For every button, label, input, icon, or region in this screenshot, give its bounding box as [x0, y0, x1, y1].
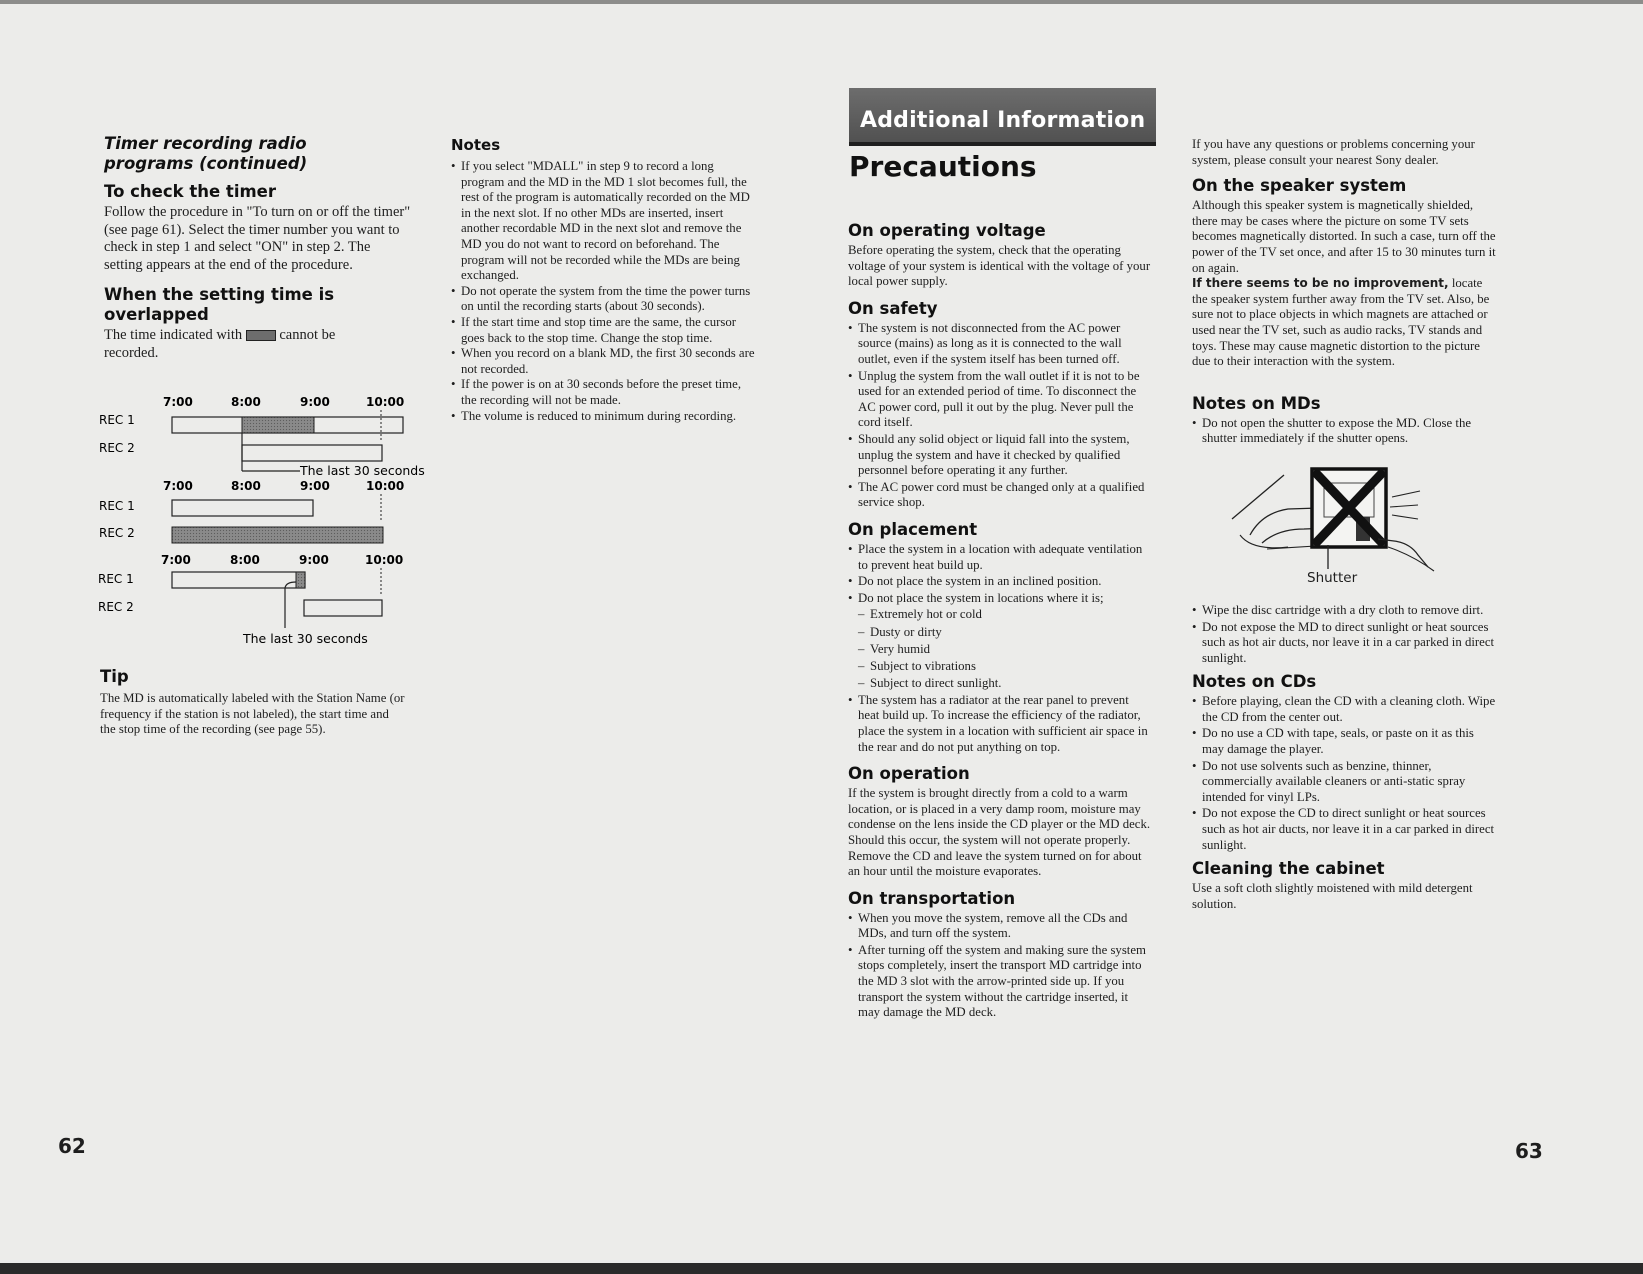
transportation-heading: On transportation [848, 888, 1016, 908]
diagram-3 [98, 553, 403, 646]
shutter-label: Shutter [1307, 569, 1358, 586]
rec2-label: REC 2 [99, 526, 135, 540]
mds-item: • Do not open the shutter to expose the MD. Close the shutter immediately if the shutter opens. [1192, 416, 1497, 447]
cabinet-body: Use a soft cloth slightly moistened with mild detergent solution. [1192, 881, 1473, 911]
overlap-swatch [246, 330, 276, 341]
last-30-region [296, 572, 305, 588]
time-label: 9:00 [300, 479, 330, 493]
cds-item: • Do no use a CD with tape, seals, or paste on it as this may damage the player. [1192, 726, 1497, 757]
bottom-edge [0, 1263, 1643, 1274]
tip-heading: Tip [100, 667, 129, 686]
note-item: • If the start time and stop time are the same, the cursor goes back to the stop time. Change the stop time. [451, 315, 757, 346]
page-title: Precautions [849, 150, 1037, 183]
overlap-heading: When the setting time is overlapped [104, 285, 335, 324]
placement-item: • Do not place the system in locations where it is; [848, 591, 1153, 607]
placement-item: • Place the system in a location with adequate ventilation to prevent heat build up. [848, 542, 1153, 573]
time-label: 8:00 [231, 479, 261, 493]
time-label: 7:00 [163, 395, 193, 409]
placement-item: • Do not place the system in an inclined position. [848, 574, 1153, 590]
placement-subitem: – Dusty or dirty [858, 624, 1153, 641]
cds-item: • Do not expose the CD to direct sunlight or heat sources such as hot air ducts, nor leave it in a car parked in direct sunlight. [1192, 806, 1497, 853]
time-label: 9:00 [299, 553, 329, 567]
note-item: • If the power is on at 30 seconds before the preset time, the recording will not be made. [451, 377, 757, 408]
mds-list [1192, 416, 1497, 447]
speaker-lead-bold: If there seems to be no improvement, [1192, 276, 1449, 291]
overlap-body-after: cannot be recorded. [104, 327, 336, 361]
check-timer-body: Follow the procedure in "To turn on or off the timer" (see page 61). Select the timer number you want to check in step 1 and select "ON" in step 2. The setting appears at the end of the procedure. [104, 204, 411, 273]
intro-text: If you have any questions or problems concerning your system, please consult your nearest Sony dealer. [1192, 137, 1475, 167]
placement-subitem: – Extremely hot or cold [858, 606, 1153, 623]
placement-item: • The system has a radiator at the rear panel to prevent heat build up. To increase the efficiency of the radiator, place the system in a location with sufficient air space in the rear and do not put anything on top. [848, 693, 1153, 755]
speaker-body: Although this speaker system is magnetically shielded, there may be cases where the picture on some TV sets becomes magnetically distorted. In such a case, turn off the power of the TV set once, and after 15 to 30 minutes turn it on again. [1192, 198, 1496, 275]
rec1-label: REC 1 [99, 499, 135, 513]
cds-list [1192, 694, 1497, 853]
speaker-body-2 [1192, 276, 1497, 370]
placement-list [848, 542, 1153, 606]
rec2-label: REC 2 [99, 441, 135, 455]
time-label: 10:00 [365, 553, 404, 567]
placement-heading: On placement [848, 519, 978, 539]
pointer-line [285, 582, 296, 588]
cds-heading: Notes on CDs [1192, 672, 1317, 692]
diagram-1 [99, 395, 425, 478]
overlap-diagram [90, 392, 430, 662]
time-label: 7:00 [163, 479, 193, 493]
cds-item: • Do not use solvents such as benzine, thinner, commercially available cleaners or anti-static spray intended for vinyl LPs. [1192, 759, 1497, 806]
transportation-list [848, 911, 1153, 1021]
placement-sublist [848, 606, 1153, 692]
last-30-annotation: The last 30 seconds [300, 463, 425, 478]
section-title: Timer recording radio programs (continued) [104, 134, 308, 173]
rec2-bar [304, 600, 382, 616]
left-notes-column [451, 135, 761, 424]
transportation-item: • When you move the system, remove all the CDs and MDs, and turn off the system. [848, 911, 1153, 942]
page-number-left: 62 [58, 1134, 86, 1158]
placement-subitem: – Subject to direct sunlight. [858, 675, 1153, 692]
last-30-annotation: The last 30 seconds [243, 631, 368, 646]
mds-list-2 [1192, 603, 1497, 666]
check-timer-heading: To check the timer [104, 182, 276, 201]
safety-item: • Unplug the system from the wall outlet if it is not to be used for an extended period of time. To disconnect the AC power cord, pull it out by the plug. Never pull the cord itself. [848, 369, 1153, 431]
time-label: 10:00 [366, 395, 405, 409]
placement-subitem: – Very humid [858, 641, 1153, 658]
cds-item: • Before playing, clean the CD with a cleaning cloth. Wipe the CD from the center out. [1192, 694, 1497, 725]
speaker-lead-rest: locate the speaker system further away from the TV set. Also, be sure not to place objects in which magnets are attached or used near the TV set, such as audio racks, TV stands and toys. These may cause magnetic distortion to the picture due to their interaction with the system. [1192, 276, 1490, 369]
md-shutter-illustration [1192, 447, 1497, 595]
right-column-1 [848, 221, 1153, 1021]
rec2-bar [242, 445, 382, 461]
left-column-1 [104, 134, 424, 362]
operation-body: If the system is brought directly from a cold to a warm location, or is placed in a very damp room, moisture may condense on the lens inside the CD player or the MD deck. Should this occur, the system will not operate properly. Remove the CD and leave the system turned on for about an hour until the moisture evaporates. [848, 786, 1151, 879]
safety-item: • The system is not disconnected from the AC power source (mains) as long as it is connected to the wall outlet, even if the system itself has been turned off. [848, 321, 1153, 368]
note-item: • The volume is reduced to minimum during recording. [451, 409, 757, 425]
operation-heading: On operation [848, 764, 970, 784]
placement-list-2 [848, 693, 1153, 755]
note-item: • Do not operate the system from the time the power turns on until the recording starts (about 30 seconds). [451, 284, 757, 315]
operating-voltage-body: Before operating the system, check that the operating voltage of your system is identical with the voltage of your local power supply. [848, 243, 1151, 289]
page-number-right: 63 [1515, 1139, 1543, 1163]
time-label: 10:00 [366, 479, 405, 493]
safety-heading: On safety [848, 298, 938, 318]
time-label: 8:00 [230, 553, 260, 567]
section-banner: Additional Information [849, 88, 1156, 146]
rec1-bar [172, 572, 305, 588]
tip-block [100, 667, 420, 738]
notes-list [451, 159, 757, 424]
rec1-label: REC 1 [98, 572, 134, 586]
mds-item: • Do not expose the MD to direct sunlight or heat sources such as hot air ducts, nor leave it in a car parked in direct sunlight. [1192, 620, 1497, 667]
safety-item: • The AC power cord must be changed only at a qualified service shop. [848, 480, 1153, 511]
mds-item: • Wipe the disc cartridge with a dry cloth to remove dirt. [1192, 603, 1497, 619]
mds-heading: Notes on MDs [1192, 393, 1321, 413]
top-edge [0, 0, 1643, 4]
rec1-label: REC 1 [99, 413, 135, 427]
rec1-bar [172, 500, 313, 516]
diagram-2 [99, 479, 404, 543]
safety-item: • Should any solid object or liquid fall into the system, unplug the system and have it checked by qualified personnel before operating it any further. [848, 432, 1153, 479]
placement-subitem: – Subject to vibrations [858, 658, 1153, 675]
speaker-heading: On the speaker system [1192, 176, 1407, 196]
right-column-2 [1192, 137, 1497, 912]
note-item: • If you select "MDALL" in step 9 to record a long program and the MD in the MD 1 slot becomes full, the rest of the program is automatically recorded on the MD in the next slot. If no other MDs are inserted, insert another recordable MD in the next slot and remove the MD you do not want to record on beforehand. The program will not be recorded while the MDs are being exchanged. [451, 159, 757, 284]
note-item: • When you record on a blank MD, the first 30 seconds are not recorded. [451, 346, 757, 377]
overlap-region [242, 417, 314, 433]
overlap-body [104, 327, 364, 362]
time-label: 7:00 [161, 553, 191, 567]
rec2-bar-overlapped [172, 527, 383, 543]
rec2-label: REC 2 [98, 600, 134, 614]
notes-heading: Notes [451, 136, 501, 154]
time-label: 8:00 [231, 395, 261, 409]
safety-list [848, 321, 1153, 511]
operating-voltage-heading: On operating voltage [848, 221, 1046, 240]
cabinet-heading: Cleaning the cabinet [1192, 859, 1385, 879]
tip-body: The MD is automatically labeled with the Station Name (or frequency if the station is not labeled), the start time and the stop time of the recording (see page 55). [100, 691, 405, 737]
time-label: 9:00 [300, 395, 330, 409]
overlap-body-before: The time indicated with [104, 327, 243, 343]
transportation-item: • After turning off the system and making sure the system stops completely, insert the transport MD cartridge into the MD 3 slot with the arrow-printed side up. If you transport the system without the cartridge inserted, it may damage the MD deck. [848, 943, 1153, 1021]
